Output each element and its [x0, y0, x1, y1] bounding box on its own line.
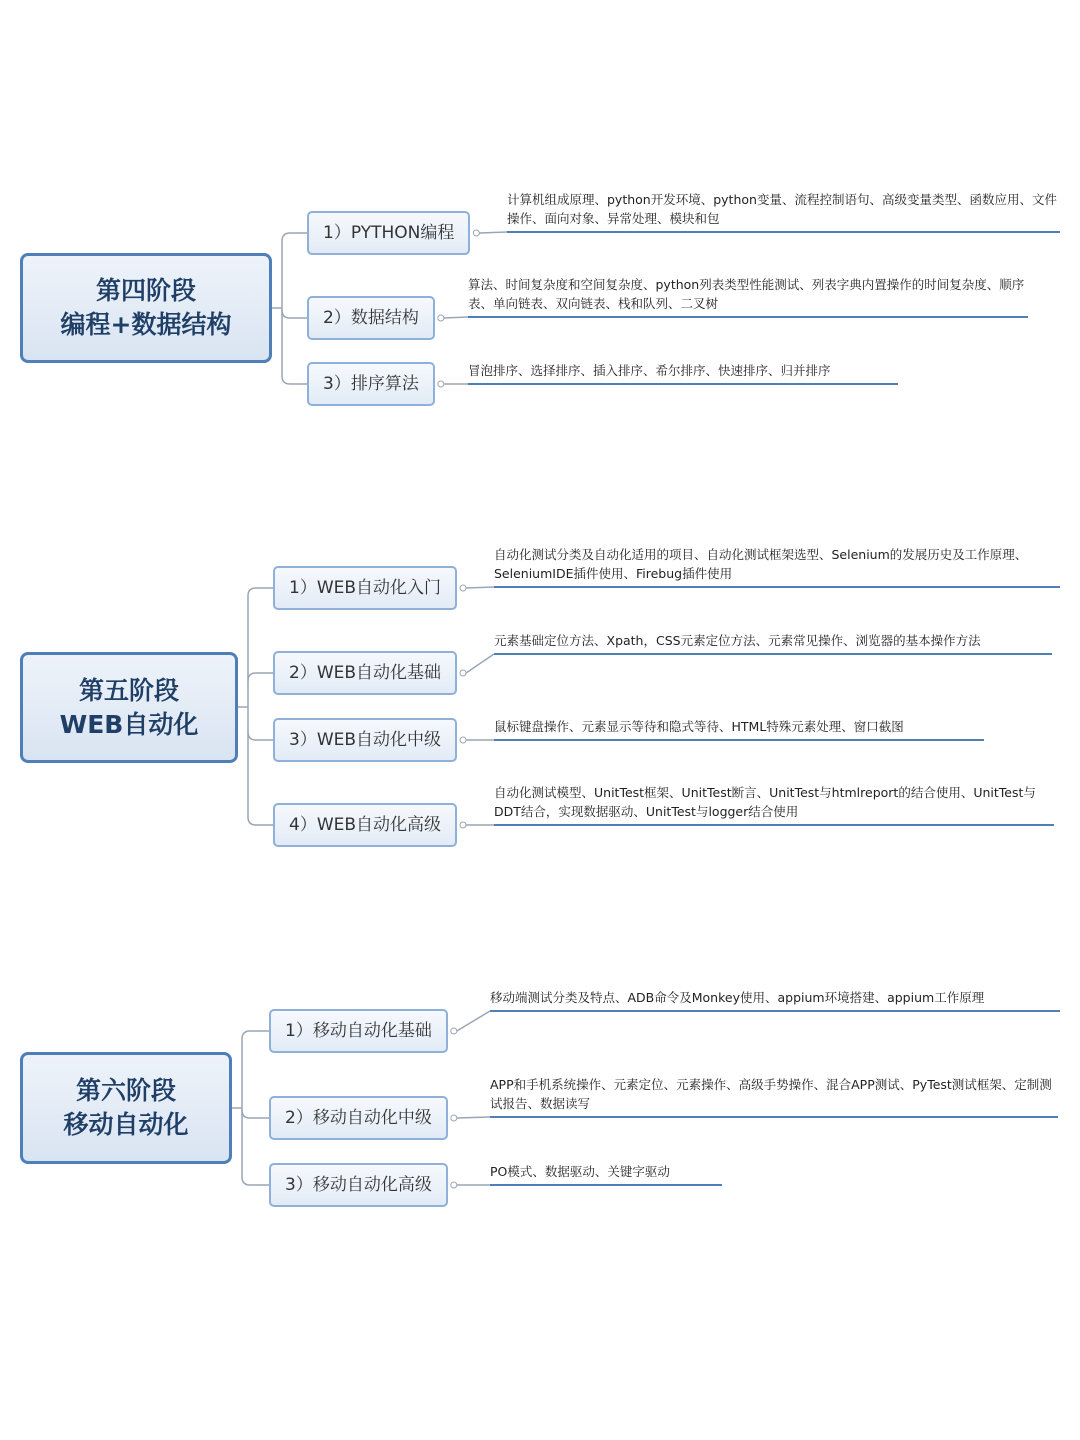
topic-connector-dot [460, 822, 466, 828]
stage-5-topic-web-intro[interactable]: 1）WEB自动化入门 [273, 566, 457, 610]
stage-5-topic-web-intermediate[interactable]: 3）WEB自动化中级 [273, 718, 457, 762]
stage-6-branch-line [242, 1177, 269, 1185]
stage-6-topic-mobile-advanced[interactable]: 3）移动自动化高级 [269, 1163, 448, 1207]
stage-5-branch-line [248, 732, 273, 740]
stage-6-branch-line [242, 1110, 269, 1118]
stage-4-title: 第四阶段 [95, 276, 196, 305]
stage-4-branch-line [282, 233, 307, 241]
topic-connector-dot [460, 670, 466, 676]
stage-5-branch-line [248, 588, 273, 596]
stage-5-detail-web-intermediate: 鼠标键盘操作、元素显示等待和隐式等待、HTML特殊元素处理、窗口截图 [494, 717, 984, 741]
stage-6-title: 第六阶段 [75, 1076, 176, 1105]
topic-detail-connector [479, 232, 507, 233]
stage-4-detail-python: 计算机组成原理、python开发环境、python变量、流程控制语句、高级变量类型、函数应用、文件操作、面向对象、异常处理、模块和包 [507, 190, 1060, 233]
topic-connector-dot [473, 230, 479, 236]
stage-4-topic-data-structure[interactable]: 2）数据结构 [307, 296, 435, 340]
stage-6-detail-mobile-advanced: PO模式、数据驱动、关键字驱动 [490, 1162, 722, 1186]
stage-5-branch-line [248, 673, 273, 681]
stage-6-subtitle: 移动自动化 [63, 1110, 189, 1139]
topic-detail-connector [444, 317, 468, 318]
stage-4-detail-sorting: 冒泡排序、选择排序、插入排序、希尔排序、快速排序、归并排序 [468, 361, 898, 385]
stage-4-topic-sorting[interactable]: 3）排序算法 [307, 362, 435, 406]
stage-4-branch-line [282, 310, 307, 318]
topic-detail-connector [466, 587, 494, 588]
topic-detail-connector [457, 1117, 490, 1118]
stage-5-detail-web-basic: 元素基础定位方法、Xpath，CSS元素定位方法、元素常见操作、浏览器的基本操作方法 [494, 631, 1052, 655]
topic-connector-dot [451, 1115, 457, 1121]
stage-4-topic-python[interactable]: 1）PYTHON编程 [307, 211, 470, 255]
topic-connector-dot [438, 315, 444, 321]
topic-connector-dot [438, 381, 444, 387]
topic-detail-connector [466, 654, 494, 673]
stage-6-branch-line [242, 1031, 269, 1039]
stage-5-detail-web-intro: 自动化测试分类及自动化适用的项目、自动化测试框架选型、Selenium的发展历史及工作原理、SeleniumIDE插件使用、Firebug插件使用 [494, 545, 1060, 588]
stage-4-subtitle: 编程+数据结构 [60, 310, 232, 339]
stage-5-title: 第五阶段 [78, 675, 179, 705]
topic-connector-dot [451, 1182, 457, 1188]
stage-6-detail-mobile-basic: 移动端测试分类及特点、ADB命令及Monkey使用、appium环境搭建、appium工作原理 [490, 988, 1060, 1012]
stage-5-branch-line [248, 817, 273, 825]
stage-5-topic-web-basic[interactable]: 2）WEB自动化基础 [273, 651, 457, 695]
stage-4-branch-line [282, 376, 307, 384]
topic-detail-connector [457, 1011, 490, 1031]
topic-connector-dot [460, 585, 466, 591]
stage-5-detail-web-advanced: 自动化测试模型、UnitTest框架、UnitTest断言、UnitTest与htmlreport的结合使用、UnitTest与DDT结合，实现数据驱动、UnitTest与logger结合使用 [494, 783, 1054, 826]
stage-6-topic-mobile-basic[interactable]: 1）移动自动化基础 [269, 1009, 448, 1053]
stage-6-root-node[interactable] [20, 1052, 232, 1164]
topic-connector-dot [460, 737, 466, 743]
stage-4-root-node[interactable] [20, 253, 272, 363]
stage-6-topic-mobile-intermediate[interactable]: 2）移动自动化中级 [269, 1096, 448, 1140]
stage-5-root-node[interactable] [20, 652, 238, 763]
stage-6-detail-mobile-intermediate: APP和手机系统操作、元素定位、元素操作、高级手势操作、混合APP测试、PyTest测试框架、定制测试报告、数据读写 [490, 1075, 1058, 1118]
topic-connector-dot [451, 1028, 457, 1034]
stage-5-topic-web-advanced[interactable]: 4）WEB自动化高级 [273, 803, 457, 847]
stage-5-subtitle: WEB自动化 [59, 709, 199, 739]
stage-4-detail-data-structure: 算法、时间复杂度和空间复杂度、python列表类型性能测试、列表字典内置操作的时间复杂度、顺序表、单向链表、双向链表、栈和队列、二叉树 [468, 275, 1028, 318]
